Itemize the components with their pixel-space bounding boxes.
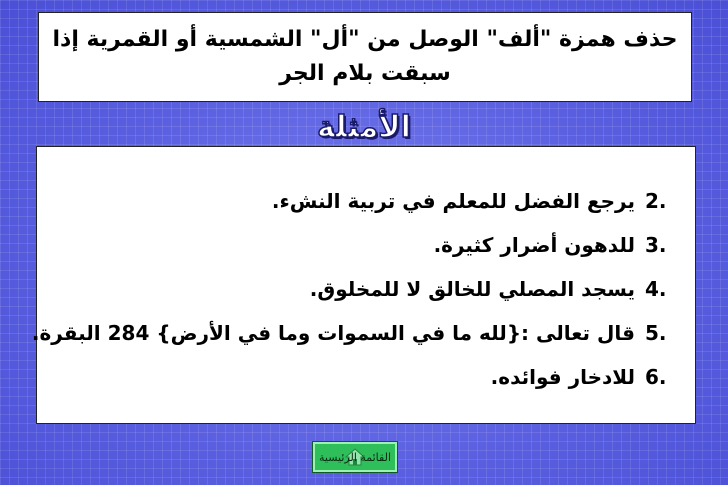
- item-text: يرجع الفضل للمعلم في تربية النشء.: [271, 189, 635, 213]
- item-text: قال تعالى :{لله ما في السموات وما في الأرض} 284 البقرة.: [31, 321, 635, 345]
- home-menu-button[interactable]: [313, 442, 397, 472]
- item-number: 5.: [645, 321, 667, 345]
- item-text: يسجد المصلي للخالق لا للمخلوق.: [309, 277, 635, 301]
- list-item: [65, 223, 685, 267]
- examples-heading: الأمثلة: [317, 110, 411, 145]
- item-number: 2.: [645, 189, 667, 213]
- item-number: 4.: [645, 277, 667, 301]
- title-box: [38, 12, 692, 102]
- list-item: [31, 311, 685, 355]
- item-text: للدهون أضرار كثيرة.: [433, 233, 635, 257]
- item-number: 6.: [645, 365, 667, 389]
- home-button-label: القائمة الرئيسية: [318, 450, 392, 464]
- list-item: [65, 179, 685, 223]
- list-item: [65, 267, 685, 311]
- examples-box: [31, 146, 696, 424]
- examples-list: [31, 179, 685, 399]
- list-item: [65, 355, 685, 399]
- slide-title: حذف همزة "ألف" الوصل من "أل" الشمسية أو القمرية إذا سبقت بلام الجر: [52, 27, 678, 86]
- item-number: 3.: [645, 233, 667, 257]
- item-text: للادخار فوائده.: [490, 365, 635, 389]
